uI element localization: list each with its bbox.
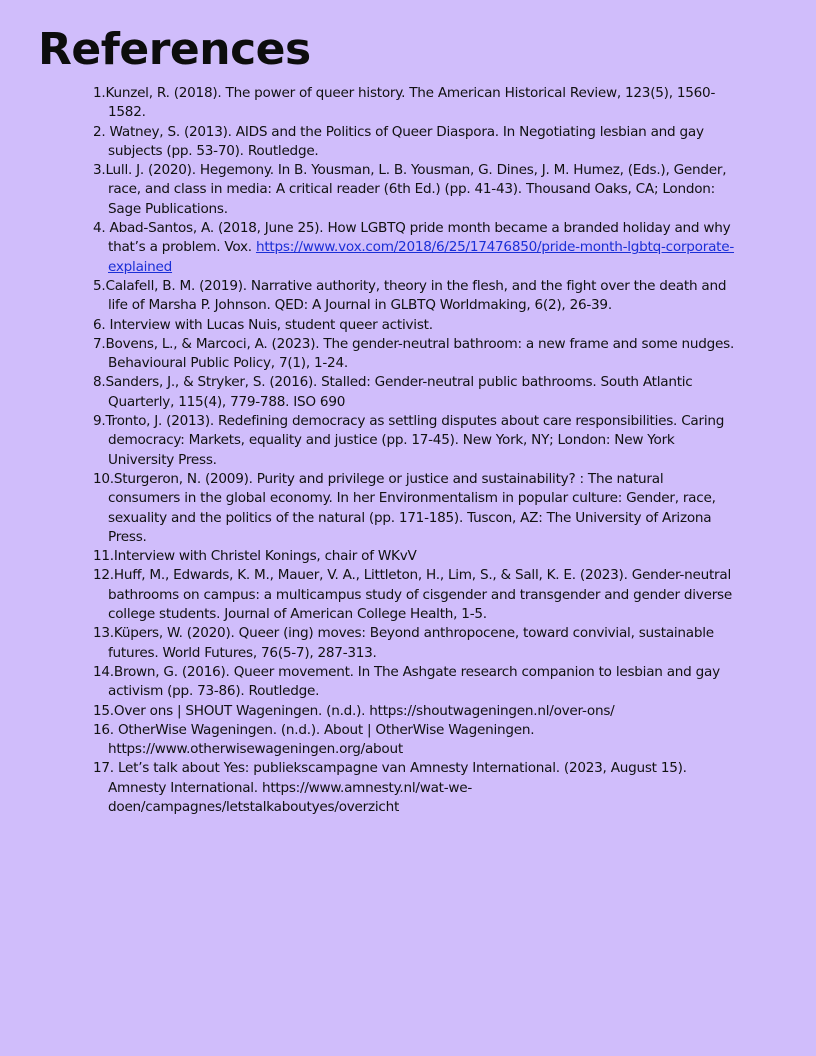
reference-item — [93, 277, 739, 316]
reference-list — [93, 84, 739, 817]
reference-text: 13.Küpers, W. (2020). Queer (ing) moves: Beyond anthropocene, toward convivial, sustainable futures. World Futures, 76(5-7), 287-313. — [93, 625, 714, 661]
reference-item — [93, 470, 739, 547]
reference-text: 8.Sanders, J., & Stryker, S. (2016). Stalled: Gender-neutral public bathrooms. South Atlantic Quarterly, 115(4), 779-788. ISO 690 — [93, 374, 693, 410]
reference-item — [93, 161, 739, 219]
reference-item — [93, 663, 739, 702]
reference-text: 4. Abad-Santos, A. (2018, June 25). How LGBTQ pride month became a branded holiday and why that’s a problem. Vox. — [93, 220, 731, 256]
reference-text: 3.Lull. J. (2020). Hegemony. In B. Yousman, L. B. Yousman, G. Dines, J. M. Humez, (Eds.), Gender, race, and class in media: A critical reader (6th Ed.) (pp. 41-43). Thousand Oaks, CA; London: Sage Publications. — [93, 162, 727, 217]
reference-item — [93, 219, 739, 277]
reference-item — [93, 721, 739, 760]
reference-item — [93, 702, 739, 721]
reference-text: 11.Interview with Christel Konings, chair of WKvV — [93, 548, 417, 565]
reference-item — [93, 335, 739, 374]
reference-item — [93, 412, 739, 470]
reference-text: 1.Kunzel, R. (2018). The power of queer history. The American Historical Review, 123(5), 1560-1582. — [93, 85, 716, 121]
reference-item — [93, 123, 739, 162]
reference-text: 9.Tronto, J. (2013). Redefining democracy as settling disputes about care responsibilities. Caring democracy: Markets, equality and justice (pp. 17-45). New York, NY; London: New York University Press. — [93, 413, 725, 468]
reference-item — [93, 759, 739, 817]
reference-text: 15.Over ons | SHOUT Wageningen. (n.d.). https://shoutwageningen.nl/over-ons/ — [93, 702, 615, 719]
reference-text: 10.Sturgeron, N. (2009). Purity and privilege or justice and sustainability? : The natural consumers in the global economy. In her Environmentalism in popular culture: Gender, race, sexuality and the politics of the natural (pp. 171-185). Tuscon, AZ: The University of Arizona Press. — [93, 470, 716, 545]
reference-link[interactable]: https://www.vox.com/2018/6/25/17476850/pride-month-lgbtq-corporate-explained — [108, 239, 735, 275]
reference-item — [93, 84, 739, 123]
reference-item — [93, 624, 739, 663]
reference-text: 16. OtherWise Wageningen. (n.d.). About | OtherWise Wageningen. https://www.otherwisewageningen.org/about — [93, 721, 535, 758]
page-title: References — [38, 24, 311, 75]
reference-text: 12.Huff, M., Edwards, K. M., Mauer, V. A., Littleton, H., Lim, S., & Sall, K. E. (2023). Gender-neutral bathrooms on campus: a multicampus study of cisgender and transgender and gender diverse college students. Journal of American College Health, 1-5. — [93, 567, 732, 623]
reference-text: 7.Bovens, L., & Marcoci, A. (2023). The gender-neutral bathroom: a new frame and some nudges. Behavioural Public Policy, 7(1), 1-24. — [93, 335, 735, 372]
reference-text: 6. Interview with Lucas Nuis, student queer activist. — [93, 316, 433, 333]
reference-item — [93, 566, 739, 624]
reference-item — [93, 373, 739, 412]
reference-item — [93, 316, 739, 335]
reference-text: 14.Brown, G. (2016). Queer movement. In The Ashgate research companion to lesbian and gay activism (pp. 73-86). Routledge. — [93, 663, 720, 700]
reference-text: 5.Calafell, B. M. (2019). Narrative authority, theory in the flesh, and the fight over the death and life of Marsha P. Johnson. QED: A Journal in GLBTQ Worldmaking, 6(2), 26-39. — [93, 277, 727, 314]
reference-item — [93, 547, 739, 566]
reference-text: 2. Watney, S. (2013). AIDS and the Politics of Queer Diaspora. In Negotiating lesbian and gay subjects (pp. 53-70). Routledge. — [93, 123, 704, 159]
reference-text: 17. Let’s talk about Yes: publiekscampagne van Amnesty International. (2023, August 15). Amnesty International. https://www.amnesty.nl/wat-we-doen/campagnes/letstalkaboutyes/overzicht — [93, 760, 687, 815]
